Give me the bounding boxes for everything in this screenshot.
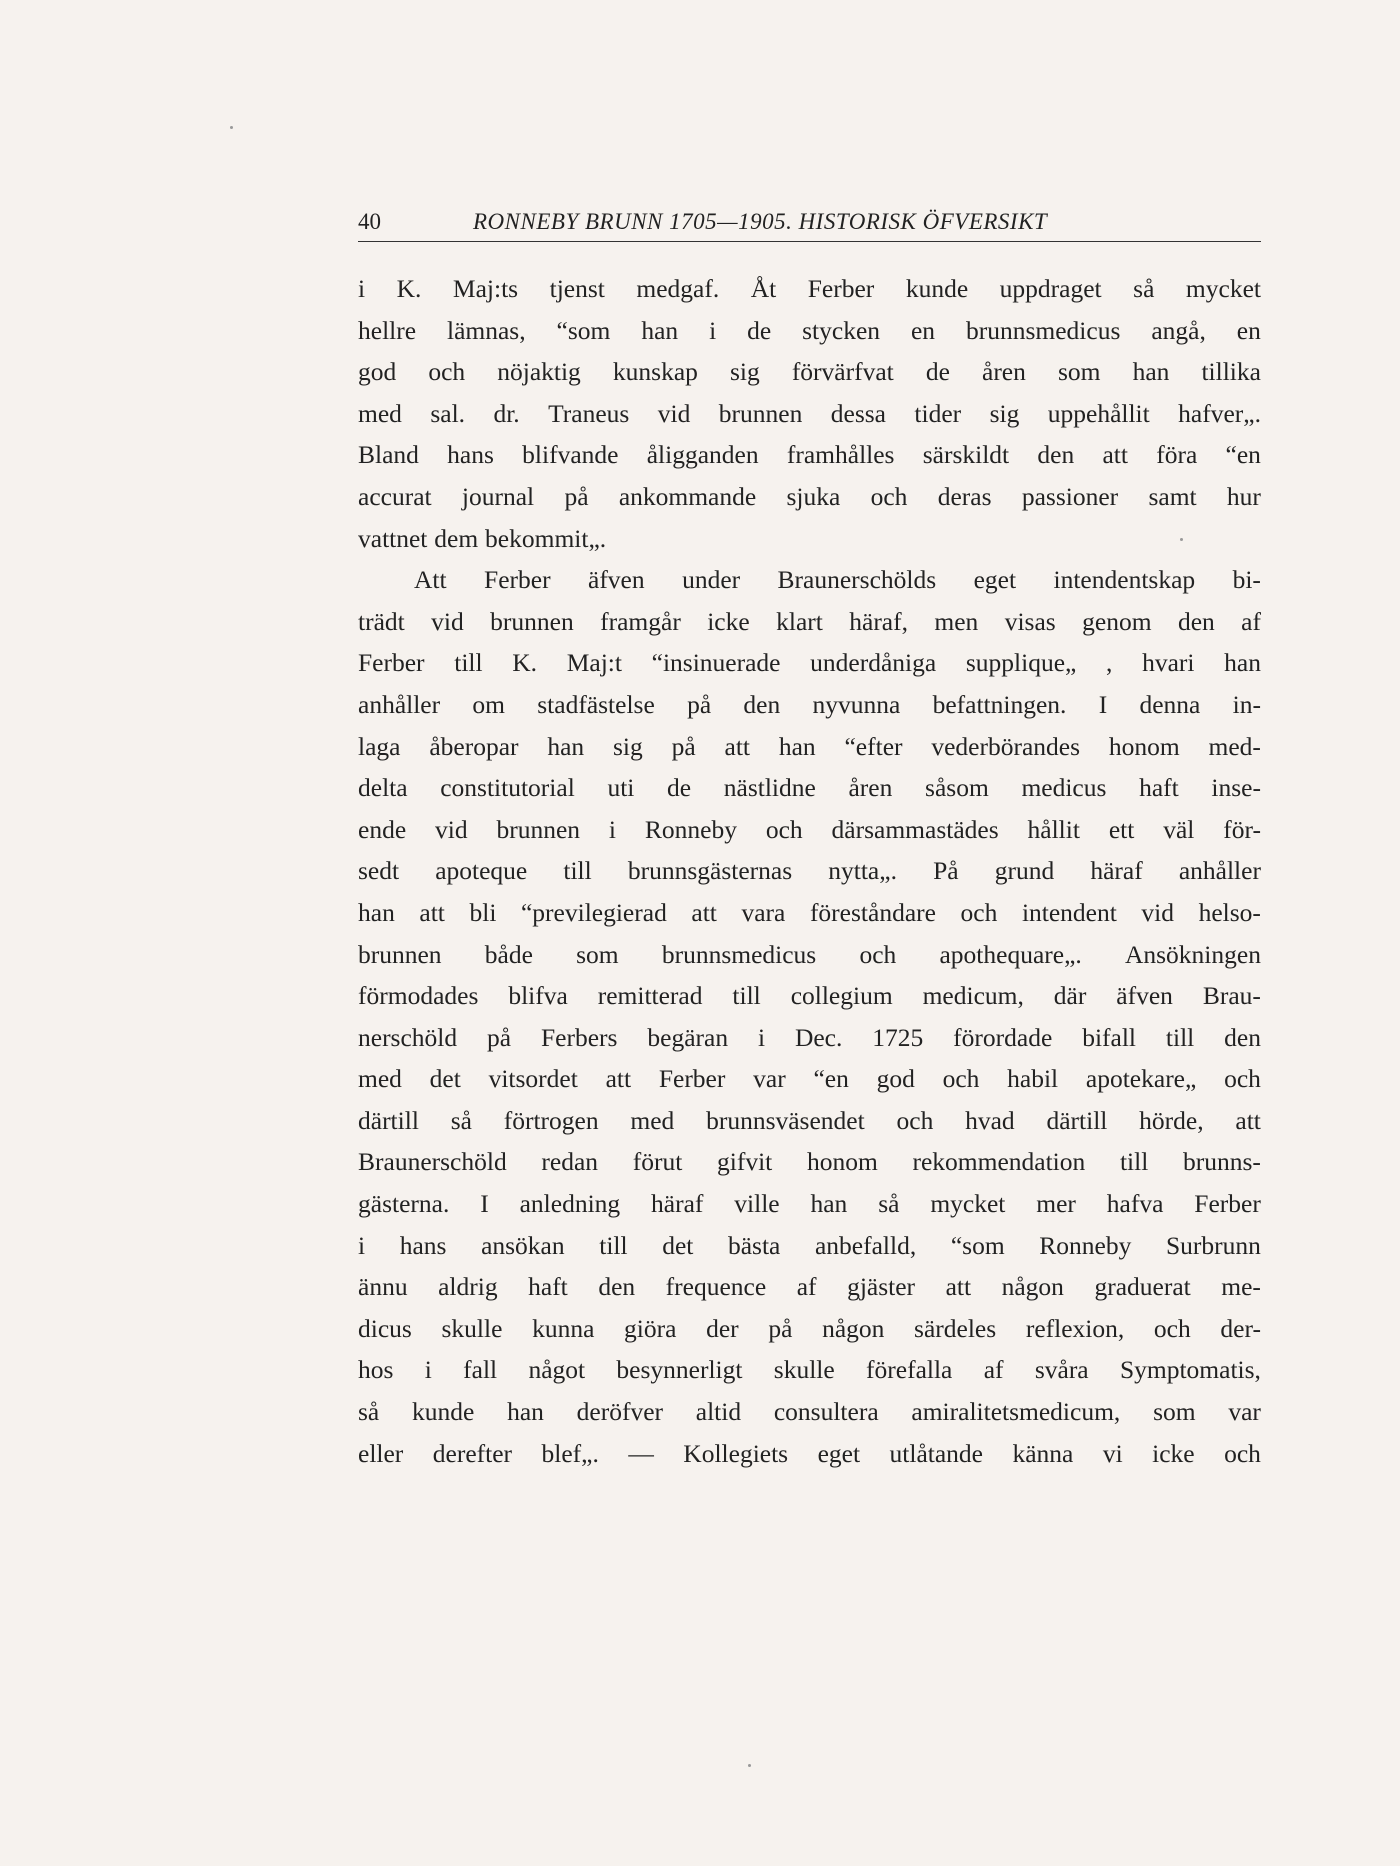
text-line: brunnen både som brunnsmedicus och apothequare„. Ansökningen (358, 939, 1261, 969)
page-header (358, 206, 1261, 238)
text-line: nerschöld på Ferbers begäran i Dec. 1725 förordade bifall till den (358, 1022, 1261, 1052)
text-line: gästerna. I anledning häraf ville han så mycket mer hafva Ferber (358, 1189, 1261, 1219)
text-line: ännu aldrig haft den frequence af gjäster att någon graduerat me- (358, 1272, 1261, 1302)
text-line: hellre lämnas, “som han i de stycken en brunnsmedicus angå, en (358, 315, 1261, 345)
text-line: i K. Maj:ts tjenst medgaf. Åt Ferber kunde uppdraget så mycket (358, 274, 1261, 303)
text-line: med det vitsordet att Ferber var “en god och habil apotekare„ och (358, 1064, 1261, 1094)
text-line: Att Ferber äfven under Braunerschölds eget intendentskap bi- (414, 565, 1261, 595)
text-line: dicus skulle kunna giöra der på någon särdeles reflexion, och der- (358, 1313, 1261, 1343)
text-line: accurat journal på ankommande sjuka och deras passioner samt hur (358, 481, 1261, 511)
running-title: RONNEBY BRUNN 1705—1905. HISTORISK ÖFVERSIKT (473, 209, 1048, 234)
body-text (358, 268, 1261, 1474)
text-line: delta constitutorial uti de nästlidne åren såsom medicus haft inse- (358, 773, 1261, 803)
text-line: därtill så förtrogen med brunnsväsendet och hvad därtill hörde, att (358, 1105, 1261, 1135)
text-line: Ferber till K. Maj:t “insinuerade underdåniga supplique„ , hvari han (358, 648, 1261, 678)
paper-speck (230, 126, 233, 129)
text-line: han att bli “previlegierad att vara föreståndare och intendent vid helso- (358, 897, 1261, 927)
text-line: hos i fall något besynnerligt skulle förefalla af svåra Symptomatis, (358, 1355, 1261, 1385)
text-line: trädt vid brunnen framgår icke klart häraf, men visas genom den af (358, 606, 1261, 636)
text-line: vattnet dem bekommit„. (358, 523, 607, 553)
text-line: eller derefter blef„. — Kollegiets eget utlåtande känna vi icke och (358, 1438, 1261, 1468)
text-line: Bland hans blifvande åligganden framhålles särskildt den att föra “en (358, 440, 1261, 470)
text-line: sedt apoteque till brunnsgästernas nytta„. På grund häraf anhåller (358, 856, 1261, 886)
text-line: förmodades blifva remitterad till collegium medicum, där äfven Brau- (358, 981, 1261, 1011)
text-line: anhåller om stadfästelse på den nyvunna befattningen. I denna in- (358, 689, 1261, 719)
paper-speck (748, 1764, 751, 1767)
text-line: god och nöjaktig kunskap sig förvärfvat de åren som han tillika (358, 357, 1261, 387)
paper-speck (1180, 538, 1183, 541)
header-rule (358, 241, 1261, 242)
text-line: i hans ansökan till det bästa anbefalld, “som Ronneby Surbrunn (358, 1230, 1261, 1260)
text-line: ende vid brunnen i Ronneby och därsammastädes hållit ett väl för- (358, 814, 1261, 844)
text-line: laga åberopar han sig på att han “efter vederbörandes honom med- (358, 731, 1261, 761)
text-line: med sal. dr. Traneus vid brunnen dessa tider sig uppehållit hafver„. (358, 398, 1261, 428)
text-line: Braunerschöld redan förut gifvit honom rekommendation till brunns- (358, 1147, 1261, 1177)
text-line: så kunde han deröfver altid consultera amiralitetsmedicum, som var (358, 1397, 1261, 1427)
page-number: 40 (358, 209, 381, 234)
